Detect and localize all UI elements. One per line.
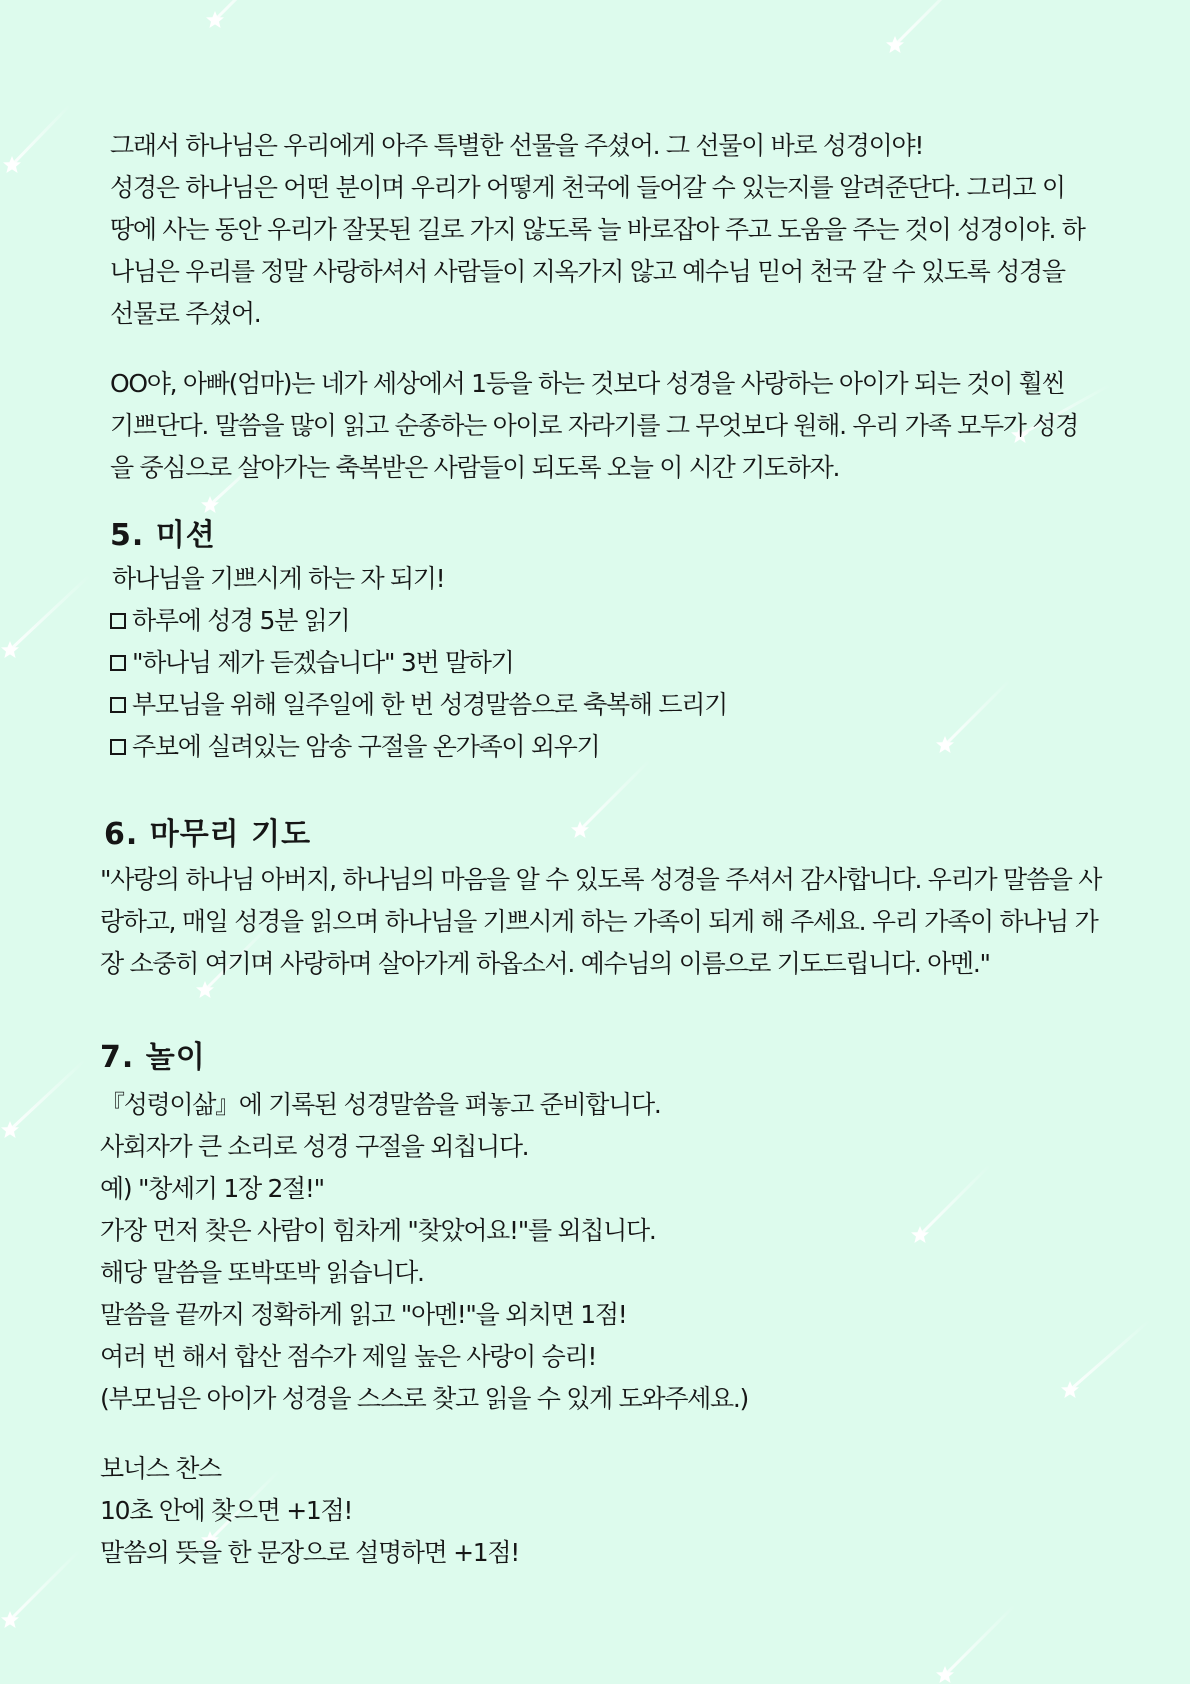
intro-paragraph-2 (110, 363, 1078, 489)
mission-section (110, 516, 727, 768)
checkbox-icon[interactable] (110, 739, 126, 755)
prayer-line: 장 소중히 여기며 사랑하며 살아가게 하옵소서. 예수님의 이름으로 기도드립니다. 아멘." (100, 949, 990, 978)
play-line: 말씀을 끝까지 정확하게 읽고 "아멘!"을 외치면 1점! (100, 1300, 627, 1329)
mission-item-label: 주보에 실려있는 암송 구절을 온가족이 외우기 (132, 732, 600, 761)
section-title-play: 7. 놀이 (100, 1040, 206, 1075)
section-title-mission: 5. 미션 (110, 518, 216, 553)
checkbox-icon[interactable] (110, 613, 126, 629)
checkbox-icon[interactable] (110, 655, 126, 671)
text-line: 땅에 사는 동안 우리가 잘못된 길로 가지 않도록 늘 바로잡아 주고 도움을 주는 것이 성경이야. 하 (110, 215, 1085, 244)
bonus-title: 보너스 찬스 (100, 1454, 221, 1483)
prayer-line: 랑하고, 매일 성경을 읽으며 하나님을 기쁘시게 하는 가족이 되게 해 주세요. 우리 가족이 하나님 가 (100, 907, 1098, 936)
play-line: 해당 말씀을 또박또박 읽습니다. (100, 1258, 424, 1287)
mission-subtitle: 하나님을 기쁘시게 하는 자 되기! (112, 564, 445, 593)
mission-item-label: 하루에 성경 5분 읽기 (132, 606, 350, 635)
text-line: 선물로 주셨어. (110, 299, 261, 328)
play-line: (부모님은 아이가 성경을 스스로 찾고 읽을 수 있게 도와주세요.) (100, 1384, 748, 1413)
mission-item-label: 부모님을 위해 일주일에 한 번 성경말씀으로 축복해 드리기 (132, 690, 727, 719)
prayer-section (100, 815, 1102, 985)
text-line: 을 중심으로 살아가는 축복받은 사람들이 되도록 오늘 이 시간 기도하자. (110, 453, 840, 482)
play-line: 『성령이삶』에 기록된 성경말씀을 펴놓고 준비합니다. (100, 1090, 661, 1119)
mission-item (110, 642, 727, 684)
bonus-chance (100, 1448, 748, 1574)
mission-item (110, 600, 727, 642)
play-instructions (100, 1084, 748, 1420)
play-section (100, 1038, 748, 1574)
section-title-prayer: 6. 마무리 기도 (104, 817, 312, 852)
prayer-line: "사랑의 하나님 아버지, 하나님의 마음을 알 수 있도록 성경을 주셔서 감사합니다. 우리가 말씀을 사 (100, 865, 1102, 894)
play-line: 가장 먼저 찾은 사람이 힘차게 "찾았어요!"를 외칩니다. (100, 1216, 656, 1245)
play-line: 여러 번 해서 합산 점수가 제일 높은 사랑이 승리! (100, 1342, 597, 1371)
text-line: 그래서 하나님은 우리에게 아주 특별한 선물을 주셨어. 그 선물이 바로 성경이야! (110, 131, 924, 160)
mission-item-label: "하나님 제가 듣겠습니다" 3번 말하기 (132, 648, 514, 677)
intro-paragraph-1 (110, 125, 1085, 335)
play-line: 사회자가 큰 소리로 성경 구절을 외칩니다. (100, 1132, 529, 1161)
bonus-line: 말씀의 뜻을 한 문장으로 설명하면 +1점! (100, 1538, 519, 1567)
text-line: 나님은 우리를 정말 사랑하셔서 사람들이 지옥가지 않고 예수님 믿어 천국 갈 수 있도록 성경을 (110, 257, 1065, 286)
text-line: 성경은 하나님은 어떤 분이며 우리가 어떻게 천국에 들어갈 수 있는지를 알려준단다. 그리고 이 (110, 173, 1065, 202)
text-line: 기쁘단다. 말씀을 많이 읽고 순종하는 아이로 자라기를 그 무엇보다 원해. 우리 가족 모두가 성경 (110, 411, 1079, 440)
checkbox-icon[interactable] (110, 697, 126, 713)
bonus-line: 10초 안에 찾으면 +1점! (100, 1496, 353, 1525)
mission-item (110, 726, 727, 768)
mission-item (110, 684, 727, 726)
text-line: OO야, 아빠(엄마)는 네가 세상에서 1등을 하는 것보다 성경을 사랑하는 아이가 되는 것이 훨씬 (110, 369, 1065, 398)
play-line: 예) "창세기 1장 2절!" (100, 1174, 324, 1203)
